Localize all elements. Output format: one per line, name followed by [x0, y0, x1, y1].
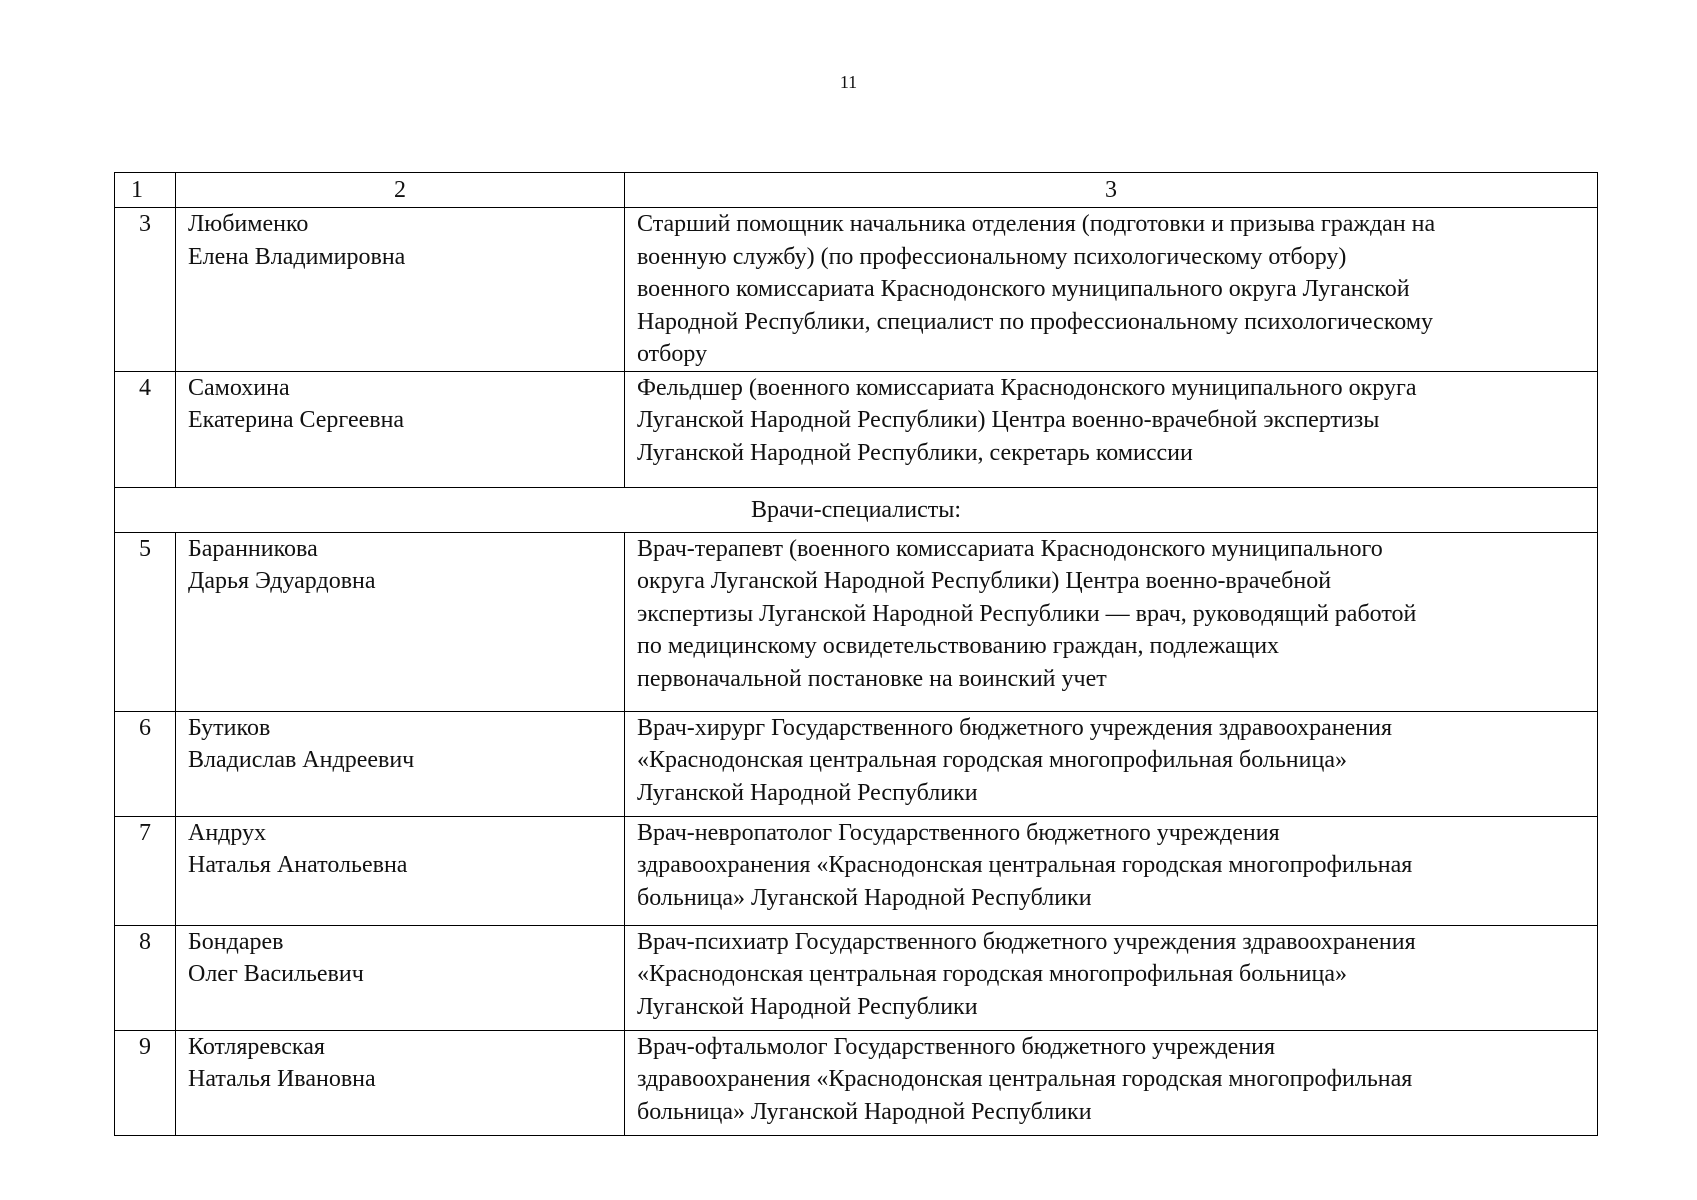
member-surname: Любименко [188, 211, 309, 237]
row-number: 6 [115, 711, 176, 816]
table-row [115, 816, 1598, 925]
row-number: 8 [115, 925, 176, 1030]
row-number: 9 [115, 1030, 176, 1135]
member-name [176, 532, 625, 711]
position-line: Фельдшер (военного комиссариата Краснодонского муниципального округа [637, 374, 1417, 401]
member-position [625, 925, 1598, 1030]
position-line: военную службу) (по профессиональному психологическому отбору) [637, 243, 1347, 270]
member-surname: Котляревская [188, 1033, 325, 1060]
member-given-names: Наталья Ивановна [188, 1066, 376, 1092]
member-given-names: Олег Васильевич [188, 961, 364, 987]
row-number: 7 [115, 816, 176, 925]
table-header-row [115, 173, 1598, 208]
member-name [176, 711, 625, 816]
member-position [625, 816, 1598, 925]
member-surname: Баранникова [188, 535, 318, 562]
table-row [115, 208, 1598, 372]
column-header-name: 2 [176, 173, 625, 208]
member-given-names: Екатерина Сергеевна [188, 407, 405, 433]
row-number: 4 [115, 371, 176, 487]
member-position [625, 711, 1598, 816]
member-given-names: Наталья Анатольевна [188, 852, 408, 878]
member-name [176, 208, 625, 372]
position-line: округа Луганской Народной Республики) Центра военно-врачебной [637, 568, 1332, 594]
section-title: Врачи-специалисты: [115, 487, 1598, 532]
member-name [176, 1030, 625, 1135]
member-surname: Самохина [188, 374, 290, 401]
member-position [625, 208, 1598, 372]
member-position [625, 371, 1598, 487]
column-header-number: 1 [115, 173, 176, 208]
position-line: экспертизы Луганской Народной Республики — врач, руководящий работой [637, 600, 1417, 627]
member-position [625, 532, 1598, 711]
position-line: первоначальной постановке на воинский учет [637, 665, 1107, 692]
member-name [176, 816, 625, 925]
member-given-names: Владислав Андреевич [188, 747, 415, 773]
member-surname: Бутиков [188, 714, 271, 741]
member-surname: Бондарев [188, 928, 284, 955]
column-header-position: 3 [625, 173, 1598, 208]
position-line: Врач-хирург Государственного бюджетного учреждения здравоохранения [637, 714, 1392, 741]
position-line: больница» Луганской Народной Республики [637, 884, 1092, 911]
position-line: Народной Республики, специалист по профессиональному психологическому [637, 308, 1434, 335]
position-line: Врач-терапевт (военного комиссариата Краснодонского муниципального [637, 535, 1383, 562]
position-line: «Краснодонская центральная городская многопрофильная больница» [637, 961, 1347, 987]
position-line: Луганской Народной Республики, секретарь комиссии [637, 439, 1193, 466]
member-given-names: Дарья Эдуардовна [188, 568, 376, 594]
position-line: военного комиссариата Краснодонского муниципального округа Луганской [637, 276, 1410, 302]
position-line: отбору [637, 341, 708, 367]
member-position [625, 1030, 1598, 1135]
commission-table [114, 172, 1598, 1136]
position-line: Старший помощник начальника отделения (подготовки и призыва граждан на [637, 211, 1436, 237]
table-row [115, 371, 1598, 487]
position-line: по медицинскому освидетельствованию граждан, подлежащих [637, 633, 1280, 659]
member-name [176, 925, 625, 1030]
row-number: 5 [115, 532, 176, 711]
table-row [115, 925, 1598, 1030]
position-line: Луганской Народной Республики) Центра военно-врачебной экспертизы [637, 407, 1380, 433]
position-line: Врач-психиатр Государственного бюджетного учреждения здравоохранения [637, 928, 1416, 955]
position-line: больница» Луганской Народной Республики [637, 1098, 1092, 1125]
position-line: Врач-офтальмолог Государственного бюджетного учреждения [637, 1033, 1276, 1060]
member-surname: Андрух [188, 819, 267, 846]
page-number: 11 [839, 72, 858, 92]
position-line: здравоохранения «Краснодонская центральная городская многопрофильная [637, 1066, 1413, 1092]
table-row [115, 1030, 1598, 1135]
table-row [115, 532, 1598, 711]
position-line: «Краснодонская центральная городская многопрофильная больница» [637, 747, 1347, 773]
position-line: Луганской Народной Республики [637, 993, 978, 1020]
section-row [115, 487, 1598, 532]
member-name [176, 371, 625, 487]
position-line: здравоохранения «Краснодонская центральная городская многопрофильная [637, 852, 1413, 878]
position-line: Врач-невропатолог Государственного бюджетного учреждения [637, 819, 1280, 846]
table-row [115, 711, 1598, 816]
position-line: Луганской Народной Республики [637, 779, 978, 806]
row-number: 3 [115, 208, 176, 372]
member-given-names: Елена Владимировна [188, 243, 406, 270]
